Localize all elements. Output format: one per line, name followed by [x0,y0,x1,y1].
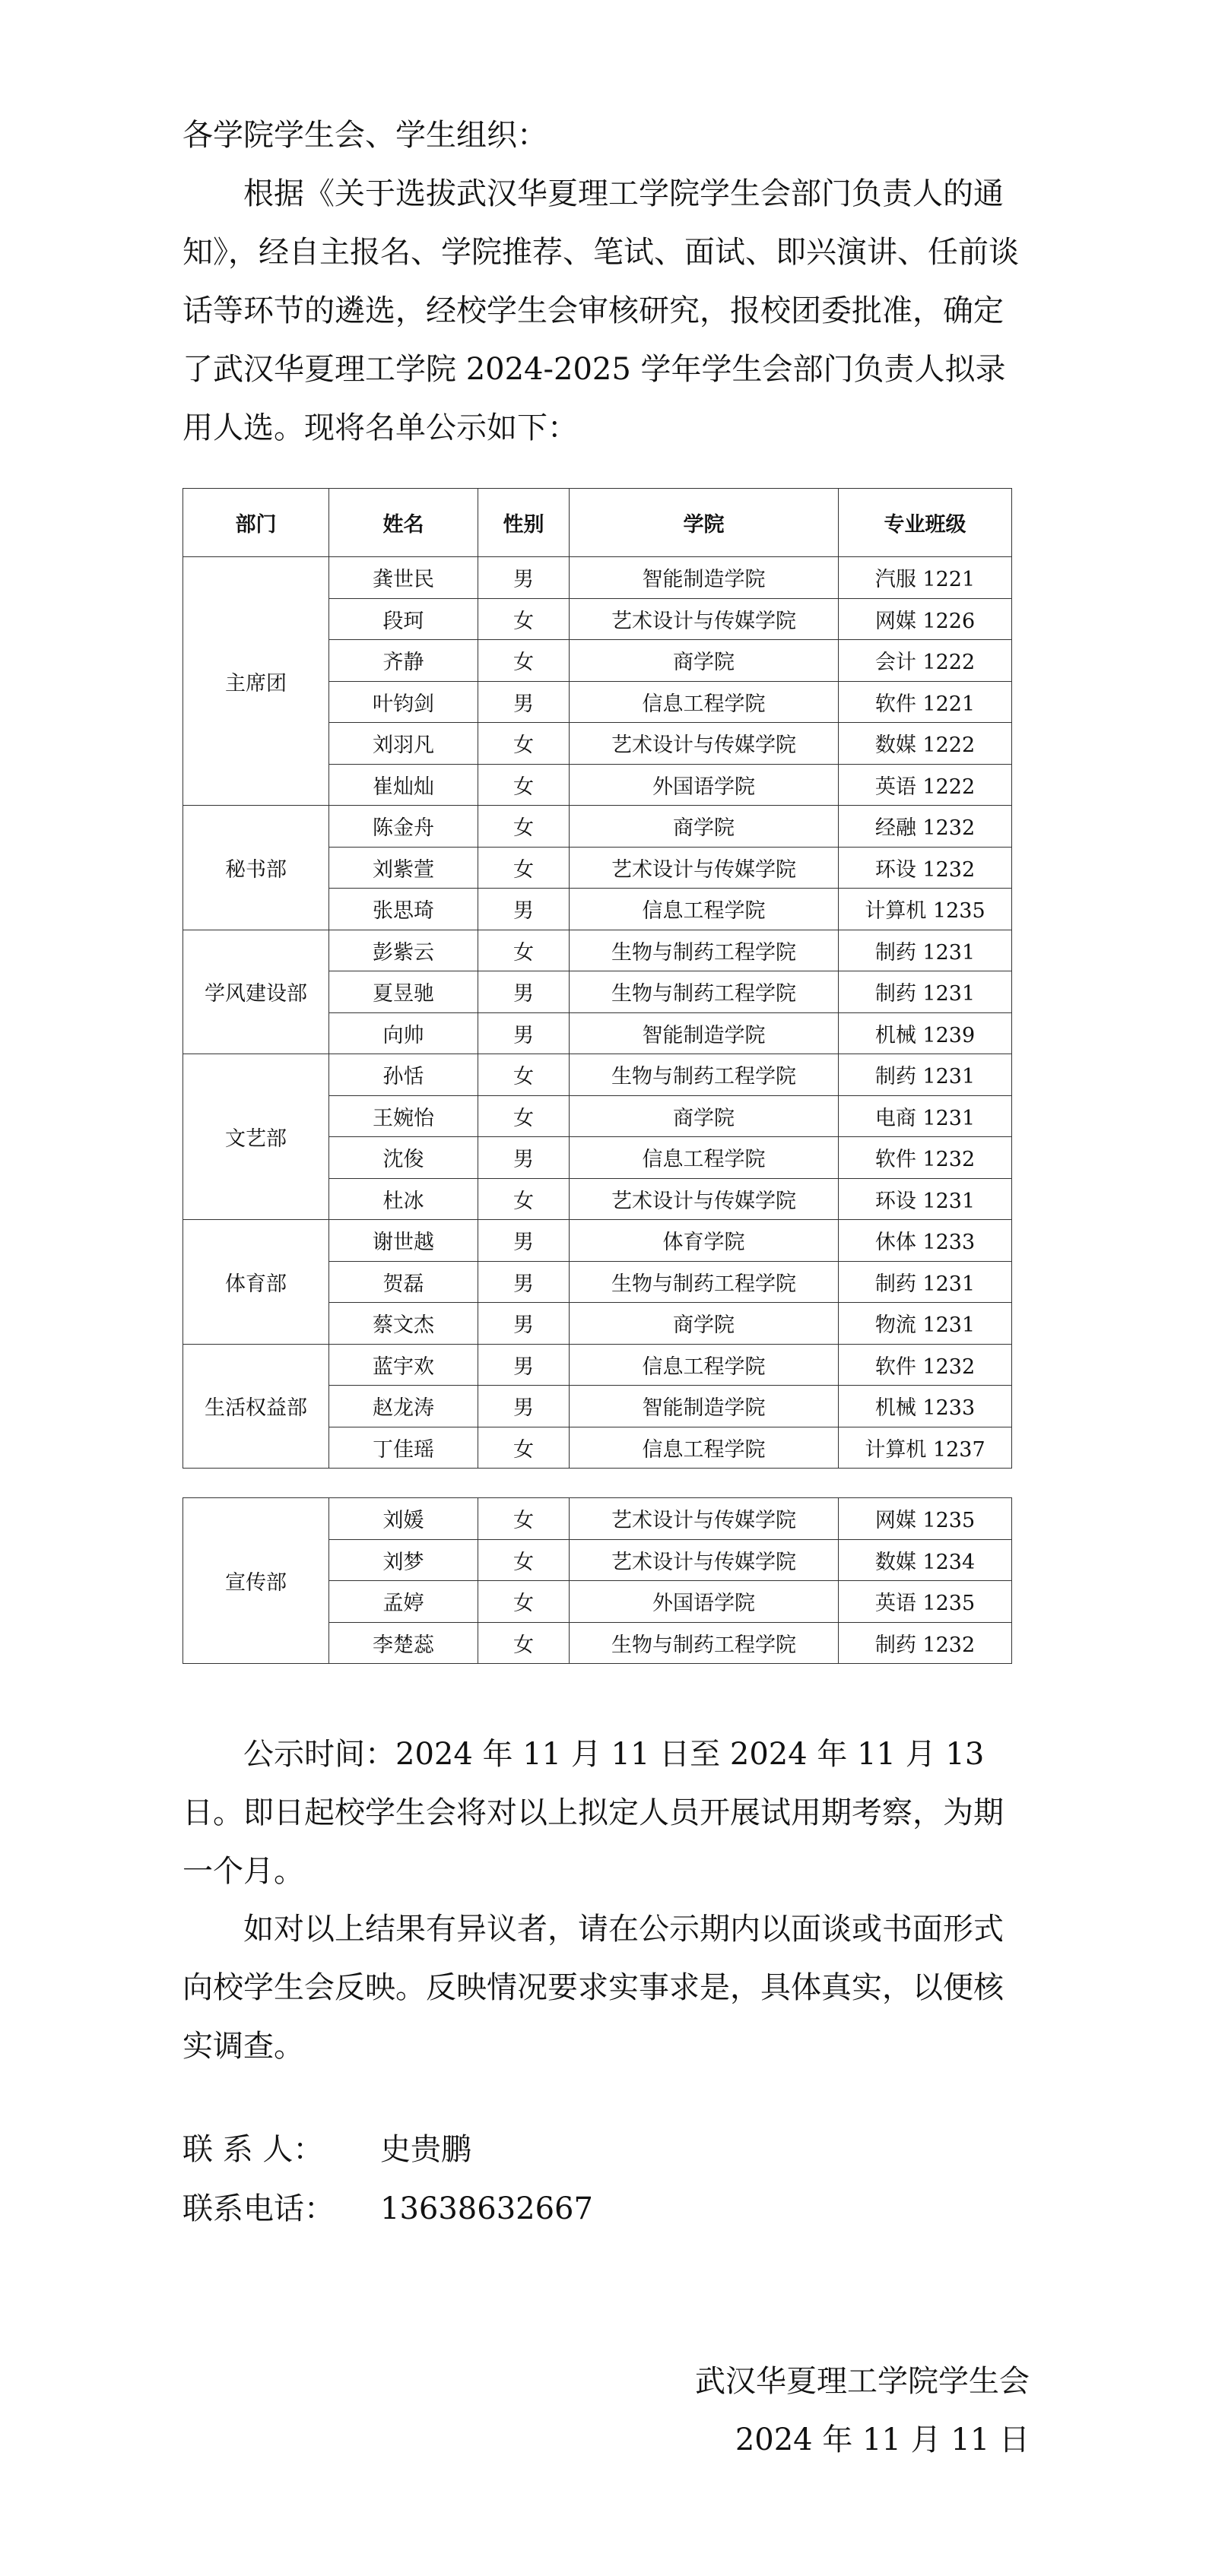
header-class: 专业班级 [839,489,1012,557]
gender-cell: 女 [478,930,570,971]
signature-date: 2024 年 11 月 11 日 [735,2422,1030,2457]
class-cell: 会计 1222 [839,640,1012,682]
college-cell: 信息工程学院 [570,681,839,723]
gender-cell: 女 [478,847,570,889]
gender-cell: 男 [478,1220,570,1262]
college-cell: 信息工程学院 [570,1137,839,1179]
gender-cell: 男 [478,557,570,599]
gender-cell: 女 [478,764,570,806]
class-cell: 制药 1231 [839,930,1012,971]
class-cell: 制药 1231 [839,1054,1012,1096]
contact-phone [182,2180,593,2239]
gender-cell: 男 [478,681,570,723]
name-cell: 齐静 [329,640,478,682]
signature-org: 武汉华夏理工学院学生会 [695,2364,1030,2399]
name-cell: 杜冰 [329,1178,478,1220]
college-cell: 艺术设计与传媒学院 [570,847,839,889]
class-cell: 机械 1233 [839,1386,1012,1427]
college-cell: 外国语学院 [570,764,839,806]
table-row [183,1344,1012,1386]
college-cell: 生物与制药工程学院 [570,1261,839,1303]
name-cell: 李楚蕊 [329,1622,478,1664]
gender-cell: 女 [478,1427,570,1469]
class-cell: 制药 1231 [839,1261,1012,1303]
name-cell: 刘梦 [329,1539,478,1581]
dept-cell: 文艺部 [183,1054,329,1220]
table-header-row [183,489,1012,557]
name-cell: 孟婷 [329,1581,478,1623]
contact-phone-label: 联系电话： [182,2191,335,2226]
contact-phone-number: 13638632667 [380,2191,593,2226]
class-cell: 英语 1222 [839,764,1012,806]
notice-period-paragraph: 公示时间：2024 年 11 月 11 日至 2024 年 11 月 13 日。即日起校学生会将对以上拟定人员开展试用期考察，为期一个月。 [182,1737,1004,1889]
name-cell: 沈俊 [329,1137,478,1179]
name-cell: 刘紫萱 [329,847,478,889]
contact-person [182,2121,471,2179]
dept-cell: 学风建设部 [183,930,329,1054]
table-row [183,1498,1012,1540]
header-dept: 部门 [183,489,329,557]
class-cell: 物流 1231 [839,1303,1012,1345]
roster-table-continued [182,1497,1012,1664]
class-cell: 制药 1232 [839,1622,1012,1664]
gender-cell: 男 [478,971,570,1013]
name-cell: 张思琦 [329,889,478,930]
class-cell: 计算机 1235 [839,889,1012,930]
class-cell: 环设 1232 [839,847,1012,889]
college-cell: 商学院 [570,806,839,848]
gender-cell: 女 [478,1498,570,1540]
class-cell: 计算机 1237 [839,1427,1012,1469]
table-row [183,806,1012,848]
class-cell: 软件 1232 [839,1137,1012,1179]
college-cell: 生物与制药工程学院 [570,1622,839,1664]
college-cell: 艺术设计与传媒学院 [570,1498,839,1540]
gender-cell: 男 [478,1012,570,1054]
table-row [183,1220,1012,1262]
table-row [183,1054,1012,1096]
name-cell: 贺磊 [329,1261,478,1303]
name-cell: 崔灿灿 [329,764,478,806]
contact-person-label: 联 系 人： [182,2132,324,2167]
salutation: 各学院学生会、学生组织： [182,118,547,153]
gender-cell: 男 [478,889,570,930]
name-cell: 谢世越 [329,1220,478,1262]
header-name: 姓名 [329,489,478,557]
header-gender: 性别 [478,489,570,557]
name-cell: 王婉怡 [329,1095,478,1137]
class-cell: 机械 1239 [839,1012,1012,1054]
class-cell: 经融 1232 [839,806,1012,848]
contact-person-name: 史贵鹏 [380,2132,471,2167]
gender-cell: 女 [478,1178,570,1220]
gender-cell: 女 [478,598,570,640]
roster-table [182,488,1012,1469]
college-cell: 信息工程学院 [570,889,839,930]
name-cell: 赵龙涛 [329,1386,478,1427]
dept-cell: 宣传部 [183,1498,329,1664]
name-cell: 刘媛 [329,1498,478,1540]
name-cell: 孙恬 [329,1054,478,1096]
name-cell: 蓝宇欢 [329,1344,478,1386]
table-row [183,557,1012,599]
class-cell: 数媒 1222 [839,723,1012,765]
gender-cell: 女 [478,1095,570,1137]
class-cell: 休体 1233 [839,1220,1012,1262]
college-cell: 信息工程学院 [570,1427,839,1469]
college-cell: 艺术设计与传媒学院 [570,723,839,765]
name-cell: 向帅 [329,1012,478,1054]
college-cell: 商学院 [570,640,839,682]
name-cell: 夏昱驰 [329,971,478,1013]
class-cell: 制药 1231 [839,971,1012,1013]
college-cell: 智能制造学院 [570,1386,839,1427]
gender-cell: 男 [478,1303,570,1345]
objection-paragraph: 如对以上结果有异议者，请在公示期内以面谈或书面形式向校学生会反映。反映情况要求实事求是，具体真实，以便核实调查。 [182,1912,1004,2064]
college-cell: 商学院 [570,1095,839,1137]
name-cell: 叶钧剑 [329,681,478,723]
college-cell: 生物与制药工程学院 [570,1054,839,1096]
gender-cell: 男 [478,1261,570,1303]
class-cell: 软件 1232 [839,1344,1012,1386]
college-cell: 智能制造学院 [570,557,839,599]
college-cell: 生物与制药工程学院 [570,930,839,971]
dept-cell: 主席团 [183,557,329,806]
gender-cell: 女 [478,1054,570,1096]
gender-cell: 女 [478,723,570,765]
class-cell: 英语 1235 [839,1581,1012,1623]
table-row [183,930,1012,971]
gender-cell: 女 [478,640,570,682]
gender-cell: 女 [478,806,570,848]
name-cell: 彭紫云 [329,930,478,971]
college-cell: 艺术设计与传媒学院 [570,598,839,640]
gender-cell: 男 [478,1344,570,1386]
college-cell: 智能制造学院 [570,1012,839,1054]
gender-cell: 女 [478,1539,570,1581]
college-cell: 艺术设计与传媒学院 [570,1539,839,1581]
intro-paragraph: 根据《关于选拔武汉华夏理工学院学生会部门负责人的通知》，经自主报名、学院推荐、笔试、面试、即兴演讲、任前谈话等环节的遴选，经校学生会审核研究，报校团委批准，确定了武汉华夏理工学院 2024-2025 学年学生会部门负责人拟录用人选。现将名单公示如下： [182,176,1019,445]
gender-cell: 男 [478,1386,570,1427]
header-college: 学院 [570,489,839,557]
college-cell: 生物与制药工程学院 [570,971,839,1013]
class-cell: 汽服 1221 [839,557,1012,599]
college-cell: 体育学院 [570,1220,839,1262]
name-cell: 龚世民 [329,557,478,599]
name-cell: 丁佳瑶 [329,1427,478,1469]
gender-cell: 女 [478,1622,570,1664]
college-cell: 外国语学院 [570,1581,839,1623]
class-cell: 环设 1231 [839,1178,1012,1220]
class-cell: 数媒 1234 [839,1539,1012,1581]
dept-cell: 体育部 [183,1220,329,1345]
class-cell: 网媒 1226 [839,598,1012,640]
college-cell: 商学院 [570,1303,839,1345]
gender-cell: 女 [478,1581,570,1623]
class-cell: 软件 1221 [839,681,1012,723]
name-cell: 陈金舟 [329,806,478,848]
gender-cell: 男 [478,1137,570,1179]
name-cell: 段珂 [329,598,478,640]
class-cell: 网媒 1235 [839,1498,1012,1540]
dept-cell: 生活权益部 [183,1344,329,1469]
name-cell: 刘羽凡 [329,723,478,765]
class-cell: 电商 1231 [839,1095,1012,1137]
college-cell: 艺术设计与传媒学院 [570,1178,839,1220]
college-cell: 信息工程学院 [570,1344,839,1386]
name-cell: 蔡文杰 [329,1303,478,1345]
dept-cell: 秘书部 [183,806,329,930]
